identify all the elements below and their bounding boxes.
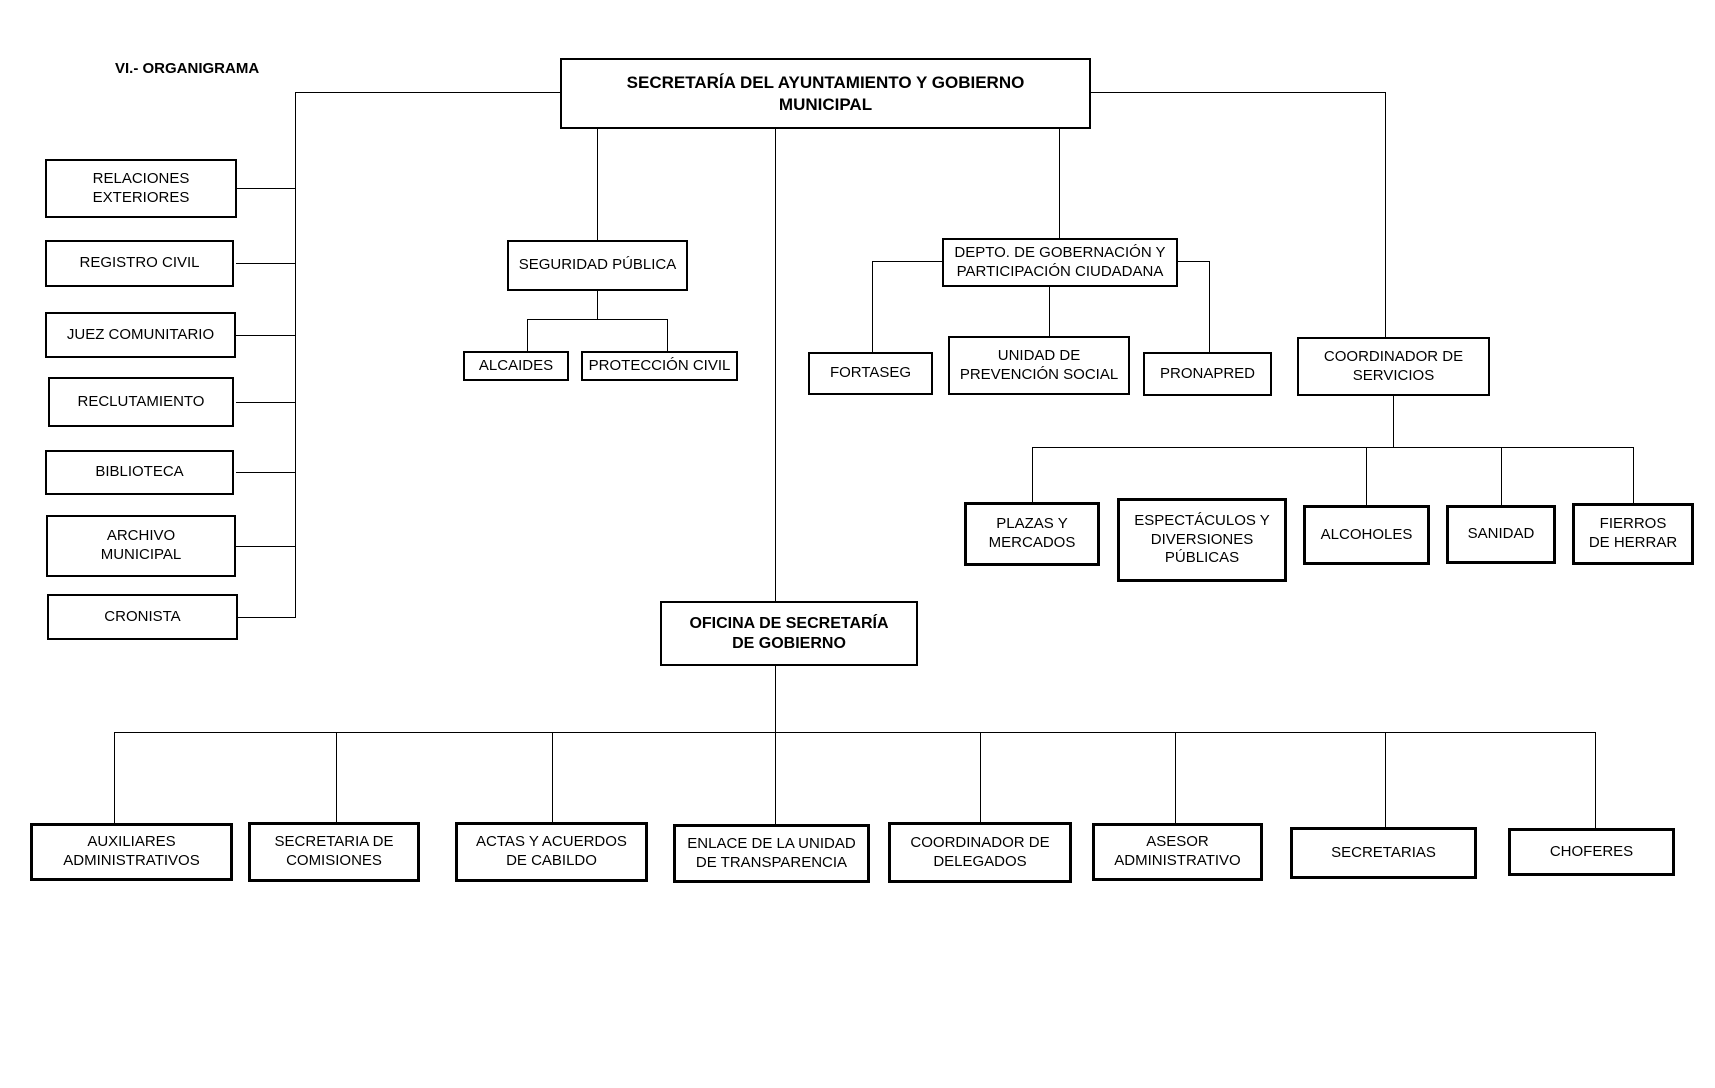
org-node-label: CRONISTA (104, 607, 181, 625)
org-node-archivo-municipal (46, 515, 236, 577)
connector-line (1501, 447, 1502, 505)
org-node-fortaseg (808, 352, 933, 395)
org-node-sanidad (1446, 505, 1556, 564)
org-node-coordinador-delegados (888, 822, 1072, 883)
connector-line (236, 546, 295, 547)
org-node-label: ALCAIDES (478, 356, 554, 374)
org-node-label: COORDINADOR DE DELEGADOS (910, 833, 1050, 870)
org-node-label: ASESOR ADMINISTRATIVO (1114, 833, 1241, 869)
org-node-label: SEGURIDAD PÚBLICA (518, 256, 677, 274)
org-node-label: AUXILIARES ADMINISTRATIVOS (63, 833, 200, 869)
connector-line (236, 335, 295, 336)
org-node-plazas-mercados (964, 502, 1100, 566)
org-node-unidad-prevencion-social (948, 336, 1130, 395)
org-node-label: ARCHIVO MUNICIPAL (100, 527, 182, 563)
connector-line (980, 732, 981, 822)
connector-line (1032, 447, 1633, 448)
connector-line (1385, 732, 1386, 827)
org-node-label: SANIDAD (1467, 525, 1535, 543)
org-node-auxiliares-administrativos (30, 823, 233, 881)
org-node-asesor-administrativo (1092, 823, 1263, 881)
org-node-choferes (1508, 828, 1675, 876)
connector-line (236, 617, 295, 618)
org-node-secretaria-ayuntamiento (560, 58, 1091, 129)
connector-line (1032, 447, 1033, 502)
org-node-juez-comunitario (45, 312, 236, 358)
org-node-label: PRONAPRED (1159, 364, 1256, 382)
connector-line (336, 732, 337, 822)
page-title: VI.- ORGANIGRAMA (115, 60, 260, 77)
org-node-label: ALCOHOLES (1320, 525, 1413, 543)
connector-line (1091, 92, 1385, 93)
org-node-espectaculos-diversiones (1117, 498, 1287, 582)
connector-line (552, 732, 553, 822)
org-node-biblioteca (45, 450, 234, 495)
org-node-coordinador-servicios (1297, 337, 1490, 396)
connector-line (775, 129, 776, 601)
org-node-label: CHOFERES (1549, 842, 1634, 860)
org-node-proteccion-civil (581, 351, 738, 381)
org-node-enlace-transparencia (673, 824, 870, 883)
connector-line (1059, 129, 1060, 238)
connector-line (114, 732, 115, 823)
connector-line (295, 92, 560, 93)
connector-line (667, 319, 668, 351)
connector-line (1393, 396, 1394, 447)
org-node-label: RELACIONES EXTERIORES (92, 169, 190, 206)
org-node-label: PLAZAS Y MERCADOS (988, 515, 1076, 551)
org-node-alcoholes (1303, 505, 1430, 565)
org-node-alcaides (463, 351, 569, 381)
org-node-label: BIBLIOTECA (95, 463, 184, 481)
connector-line (775, 666, 776, 732)
org-node-relaciones-exteriores (45, 159, 237, 218)
org-node-seguridad-publica (507, 240, 688, 291)
org-node-label: FORTASEG (829, 364, 912, 382)
connector-line (236, 472, 295, 473)
connector-line (1175, 732, 1176, 823)
org-node-label: JUEZ COMUNITARIO (66, 325, 215, 343)
org-node-oficina-secretaria-gobierno (660, 601, 918, 666)
org-node-label: SECRETARIA DE COMISIONES (274, 833, 394, 869)
org-node-label: ESPECTÁCULOS Y DIVERSIONES PÚBLICAS (1134, 511, 1270, 567)
org-node-label: COORDINADOR DE SERVICIOS (1323, 347, 1464, 384)
org-node-label: FIERROS DE HERRAR (1588, 515, 1678, 551)
org-node-fierros-herrar (1572, 503, 1694, 565)
connector-line (236, 188, 295, 189)
connector-line (236, 402, 295, 403)
connector-line (1178, 261, 1209, 262)
connector-line (527, 319, 667, 320)
org-node-secretarias (1290, 827, 1477, 879)
org-node-label: REGISTRO CIVIL (79, 254, 200, 272)
org-node-registro-civil (45, 240, 234, 287)
connector-line (295, 92, 296, 618)
org-node-label: ENLACE DE LA UNIDAD DE TRANSPARENCIA (687, 834, 856, 871)
org-node-label: OFICINA DE SECRETARÍA DE GOBIERNO (689, 614, 889, 652)
org-node-label: RECLUTAMIENTO (77, 392, 205, 410)
connector-line (1049, 287, 1050, 336)
connector-line (1385, 92, 1386, 337)
org-node-secretaria-comisiones (248, 822, 420, 882)
org-node-reclutamiento (48, 377, 234, 427)
org-node-cronista (47, 594, 238, 640)
connector-line (597, 129, 598, 240)
connector-line (527, 319, 528, 351)
connector-line (1209, 261, 1210, 352)
connector-line (872, 261, 942, 262)
connector-line (597, 291, 598, 319)
connector-line (1366, 447, 1367, 505)
connector-line (872, 261, 873, 352)
connector-line (1633, 447, 1634, 503)
connector-line (1595, 732, 1596, 828)
org-node-pronapred (1143, 352, 1272, 396)
org-node-label: UNIDAD DE PREVENCIÓN SOCIAL (959, 346, 1119, 383)
org-node-actas-acuerdos-cabildo (455, 822, 648, 882)
org-node-label: ACTAS Y ACUERDOS DE CABILDO (476, 833, 627, 869)
org-node-label: SECRETARIAS (1331, 843, 1436, 861)
org-node-label: PROTECCIÓN CIVIL (588, 356, 731, 374)
org-node-label: DEPTO. DE GOBERNACIÓN Y PARTICIPACIÓN CIUDADANA (954, 243, 1166, 280)
org-node-depto-gobernacion (942, 238, 1178, 287)
org-node-label: SECRETARÍA DEL AYUNTAMIENTO Y GOBIERNO MUNICIPAL (626, 73, 1025, 114)
connector-line (775, 732, 776, 824)
connector-line (236, 263, 295, 264)
